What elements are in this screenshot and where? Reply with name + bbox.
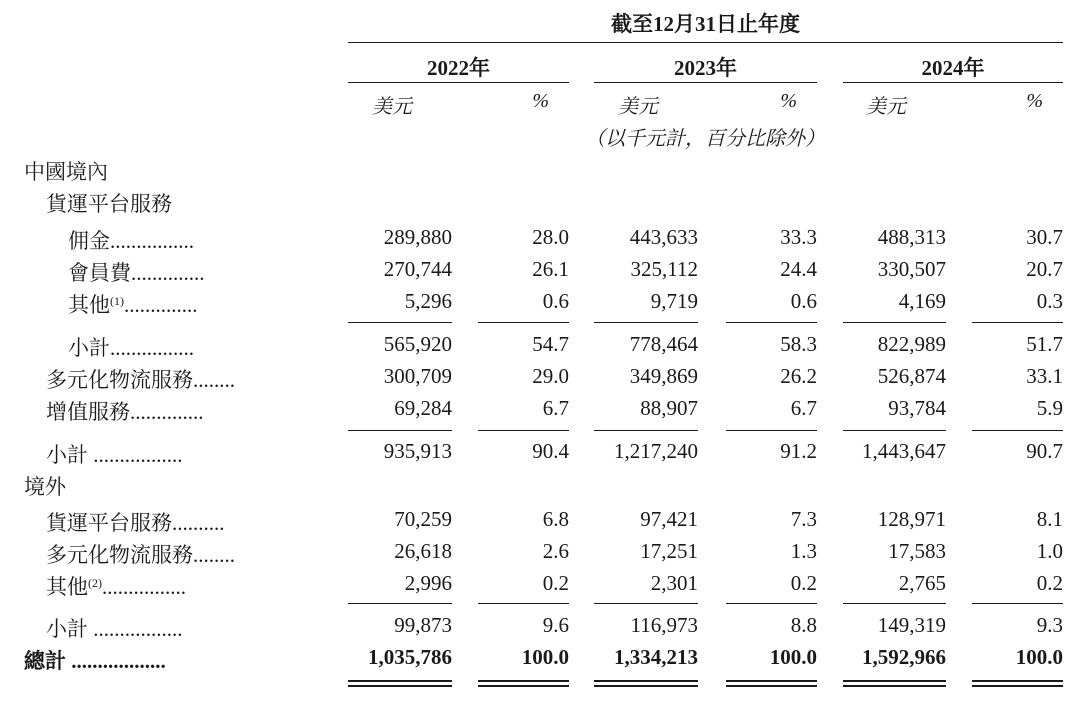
subtotal-rule <box>726 603 817 604</box>
subtotal-rule <box>594 430 698 431</box>
dot-leader: .......... <box>172 511 225 535</box>
percent-cell: 100.0 <box>769 645 817 669</box>
amount-cell: 128,971 <box>877 507 946 531</box>
row-label <box>46 571 186 601</box>
row-label-text: 小計 <box>68 336 110 360</box>
subtotal-rule <box>843 322 946 323</box>
percent-cell: 30.7 <box>1026 225 1063 249</box>
dot-leader: ........ <box>193 368 235 392</box>
unit-pct: % <box>1026 90 1043 112</box>
subtotal-rule <box>726 322 817 323</box>
subtotal-rule <box>726 430 817 431</box>
subtotal-rule <box>348 603 452 604</box>
amount-cell: 1,592,966 <box>862 645 946 669</box>
percent-cell: 100.0 <box>1015 645 1063 669</box>
total-double-rule <box>594 680 698 687</box>
amount-cell: 5,296 <box>404 289 452 313</box>
amount-cell: 2,301 <box>650 571 698 595</box>
subtotal-rule <box>843 603 946 604</box>
row-label-text: 佣金 <box>68 229 110 253</box>
amount-cell: 93,784 <box>888 396 946 420</box>
subtotal-rule <box>348 322 452 323</box>
percent-cell: 24.4 <box>780 257 817 281</box>
period-header: 截至12月31日止年度 <box>611 12 800 36</box>
unit-amount: 美元 <box>866 96 906 118</box>
amount-cell: 526,874 <box>877 364 946 388</box>
percent-cell: 0.2 <box>1036 571 1063 595</box>
amount-cell: 1,035,786 <box>368 645 452 669</box>
row-label-text: 小計 <box>46 617 88 641</box>
subtotal-rule <box>478 322 569 323</box>
row-label-text: 多元化物流服務 <box>46 543 193 567</box>
row-label-text: 總計 <box>24 649 66 673</box>
amount-cell: 17,583 <box>888 539 946 563</box>
dot-leader: .................. <box>66 649 166 673</box>
dot-leader: ................ <box>110 336 194 360</box>
unit-note: （以千元計，百分比除外） <box>585 128 825 150</box>
subtotal-rule <box>972 603 1063 604</box>
dot-leader: ................. <box>88 617 183 641</box>
dot-leader: .............. <box>124 293 198 317</box>
percent-cell: 8.1 <box>1036 507 1063 531</box>
amount-cell: 300,709 <box>383 364 452 388</box>
amount-cell: 325,112 <box>630 257 698 281</box>
unit-amount: 美元 <box>372 96 412 118</box>
subtotal-rule <box>594 322 698 323</box>
percent-cell: 100.0 <box>521 645 569 669</box>
percent-cell: 20.7 <box>1026 257 1063 281</box>
unit-amount: 美元 <box>618 96 658 118</box>
row-label <box>68 225 194 255</box>
row-label <box>24 156 108 186</box>
amount-cell: 88,907 <box>640 396 698 420</box>
amount-cell: 116,973 <box>630 613 698 637</box>
percent-cell: 0.3 <box>1036 289 1063 313</box>
row-label-text: 貨運平台服務 <box>46 192 172 216</box>
percent-cell: 28.0 <box>532 225 569 249</box>
percent-cell: 2.6 <box>542 539 569 563</box>
unit-pct: % <box>780 90 797 112</box>
year-underline <box>843 82 1063 83</box>
amount-cell: 822,989 <box>877 332 946 356</box>
row-label <box>46 188 172 218</box>
percent-cell: 26.1 <box>532 257 569 281</box>
period-underline <box>348 42 1063 43</box>
amount-cell: 17,251 <box>640 539 698 563</box>
percent-cell: 0.2 <box>542 571 569 595</box>
percent-cell: 91.2 <box>780 439 817 463</box>
amount-cell: 289,880 <box>383 225 452 249</box>
amount-cell: 99,873 <box>394 613 452 637</box>
subtotal-rule <box>348 430 452 431</box>
percent-cell: 7.3 <box>790 507 817 531</box>
year-header: 2022年 <box>427 56 490 80</box>
row-label-text: 其他 <box>46 575 88 599</box>
amount-cell: 2,996 <box>404 571 452 595</box>
unit-pct: % <box>532 90 549 112</box>
row-label <box>46 507 225 537</box>
row-label-text: 會員費 <box>68 261 131 285</box>
subtotal-rule <box>972 322 1063 323</box>
percent-cell: 6.8 <box>542 507 569 531</box>
row-label-text: 增值服務 <box>46 400 130 424</box>
dot-leader: ................ <box>102 575 186 599</box>
percent-cell: 58.3 <box>780 332 817 356</box>
row-label <box>46 539 235 569</box>
subtotal-rule <box>594 603 698 604</box>
row-label-text: 小計 <box>46 443 88 467</box>
amount-cell: 70,259 <box>394 507 452 531</box>
percent-cell: 54.7 <box>532 332 569 356</box>
amount-cell: 1,443,647 <box>862 439 946 463</box>
row-label-text: 貨運平台服務 <box>46 511 172 535</box>
amount-cell: 149,319 <box>877 613 946 637</box>
percent-cell: 1.3 <box>790 539 817 563</box>
row-label-text: 多元化物流服務 <box>46 368 193 392</box>
total-double-rule <box>843 680 946 687</box>
amount-cell: 778,464 <box>629 332 698 356</box>
percent-cell: 5.9 <box>1036 396 1063 420</box>
amount-cell: 97,421 <box>640 507 698 531</box>
year-underline <box>348 82 569 83</box>
footnote-marker: (2) <box>88 576 102 590</box>
dot-leader: .............. <box>130 400 204 424</box>
row-label-text: 其他 <box>68 293 110 317</box>
amount-cell: 69,284 <box>394 396 452 420</box>
amount-cell: 330,507 <box>877 257 946 281</box>
year-underline <box>594 82 817 83</box>
row-label <box>46 364 235 394</box>
subtotal-rule <box>478 430 569 431</box>
percent-cell: 9.3 <box>1036 613 1063 637</box>
amount-cell: 4,169 <box>898 289 946 313</box>
row-label <box>46 613 183 643</box>
dot-leader: ........ <box>193 543 235 567</box>
row-label <box>46 396 204 426</box>
amount-cell: 9,719 <box>650 289 698 313</box>
row-label <box>24 645 166 675</box>
subtotal-rule <box>843 430 946 431</box>
row-label <box>68 289 198 319</box>
percent-cell: 0.6 <box>542 289 569 313</box>
percent-cell: 26.2 <box>780 364 817 388</box>
dot-leader: ................. <box>88 443 183 467</box>
percent-cell: 6.7 <box>542 396 569 420</box>
percent-cell: 6.7 <box>790 396 817 420</box>
dot-leader: ................ <box>110 229 194 253</box>
amount-cell: 1,334,213 <box>614 645 698 669</box>
row-label-text: 中國境內 <box>24 160 108 184</box>
row-label <box>68 332 194 362</box>
year-header: 2024年 <box>921 56 985 80</box>
amount-cell: 1,217,240 <box>614 439 698 463</box>
row-label <box>24 471 66 501</box>
percent-cell: 1.0 <box>1036 539 1063 563</box>
percent-cell: 51.7 <box>1026 332 1063 356</box>
percent-cell: 29.0 <box>532 364 569 388</box>
row-label <box>68 257 205 287</box>
amount-cell: 935,913 <box>383 439 452 463</box>
amount-cell: 443,633 <box>629 225 698 249</box>
subtotal-rule <box>478 603 569 604</box>
amount-cell: 2,765 <box>898 571 946 595</box>
percent-cell: 0.6 <box>790 289 817 313</box>
percent-cell: 90.7 <box>1026 439 1063 463</box>
year-header: 2023年 <box>674 56 737 80</box>
row-label <box>46 439 183 469</box>
row-label-text: 境外 <box>24 475 66 499</box>
percent-cell: 33.3 <box>780 225 817 249</box>
amount-cell: 565,920 <box>383 332 452 356</box>
amount-cell: 488,313 <box>877 225 946 249</box>
subtotal-rule <box>972 430 1063 431</box>
total-double-rule <box>478 680 569 687</box>
total-double-rule <box>348 680 452 687</box>
total-double-rule <box>726 680 817 687</box>
amount-cell: 26,618 <box>394 539 452 563</box>
amount-cell: 270,744 <box>383 257 452 281</box>
dot-leader: .............. <box>131 261 205 285</box>
percent-cell: 8.8 <box>790 613 817 637</box>
percent-cell: 9.6 <box>542 613 569 637</box>
percent-cell: 90.4 <box>532 439 569 463</box>
total-double-rule <box>972 680 1063 687</box>
footnote-marker: (1) <box>110 294 124 308</box>
percent-cell: 0.2 <box>790 571 817 595</box>
amount-cell: 349,869 <box>629 364 698 388</box>
percent-cell: 33.1 <box>1026 364 1063 388</box>
